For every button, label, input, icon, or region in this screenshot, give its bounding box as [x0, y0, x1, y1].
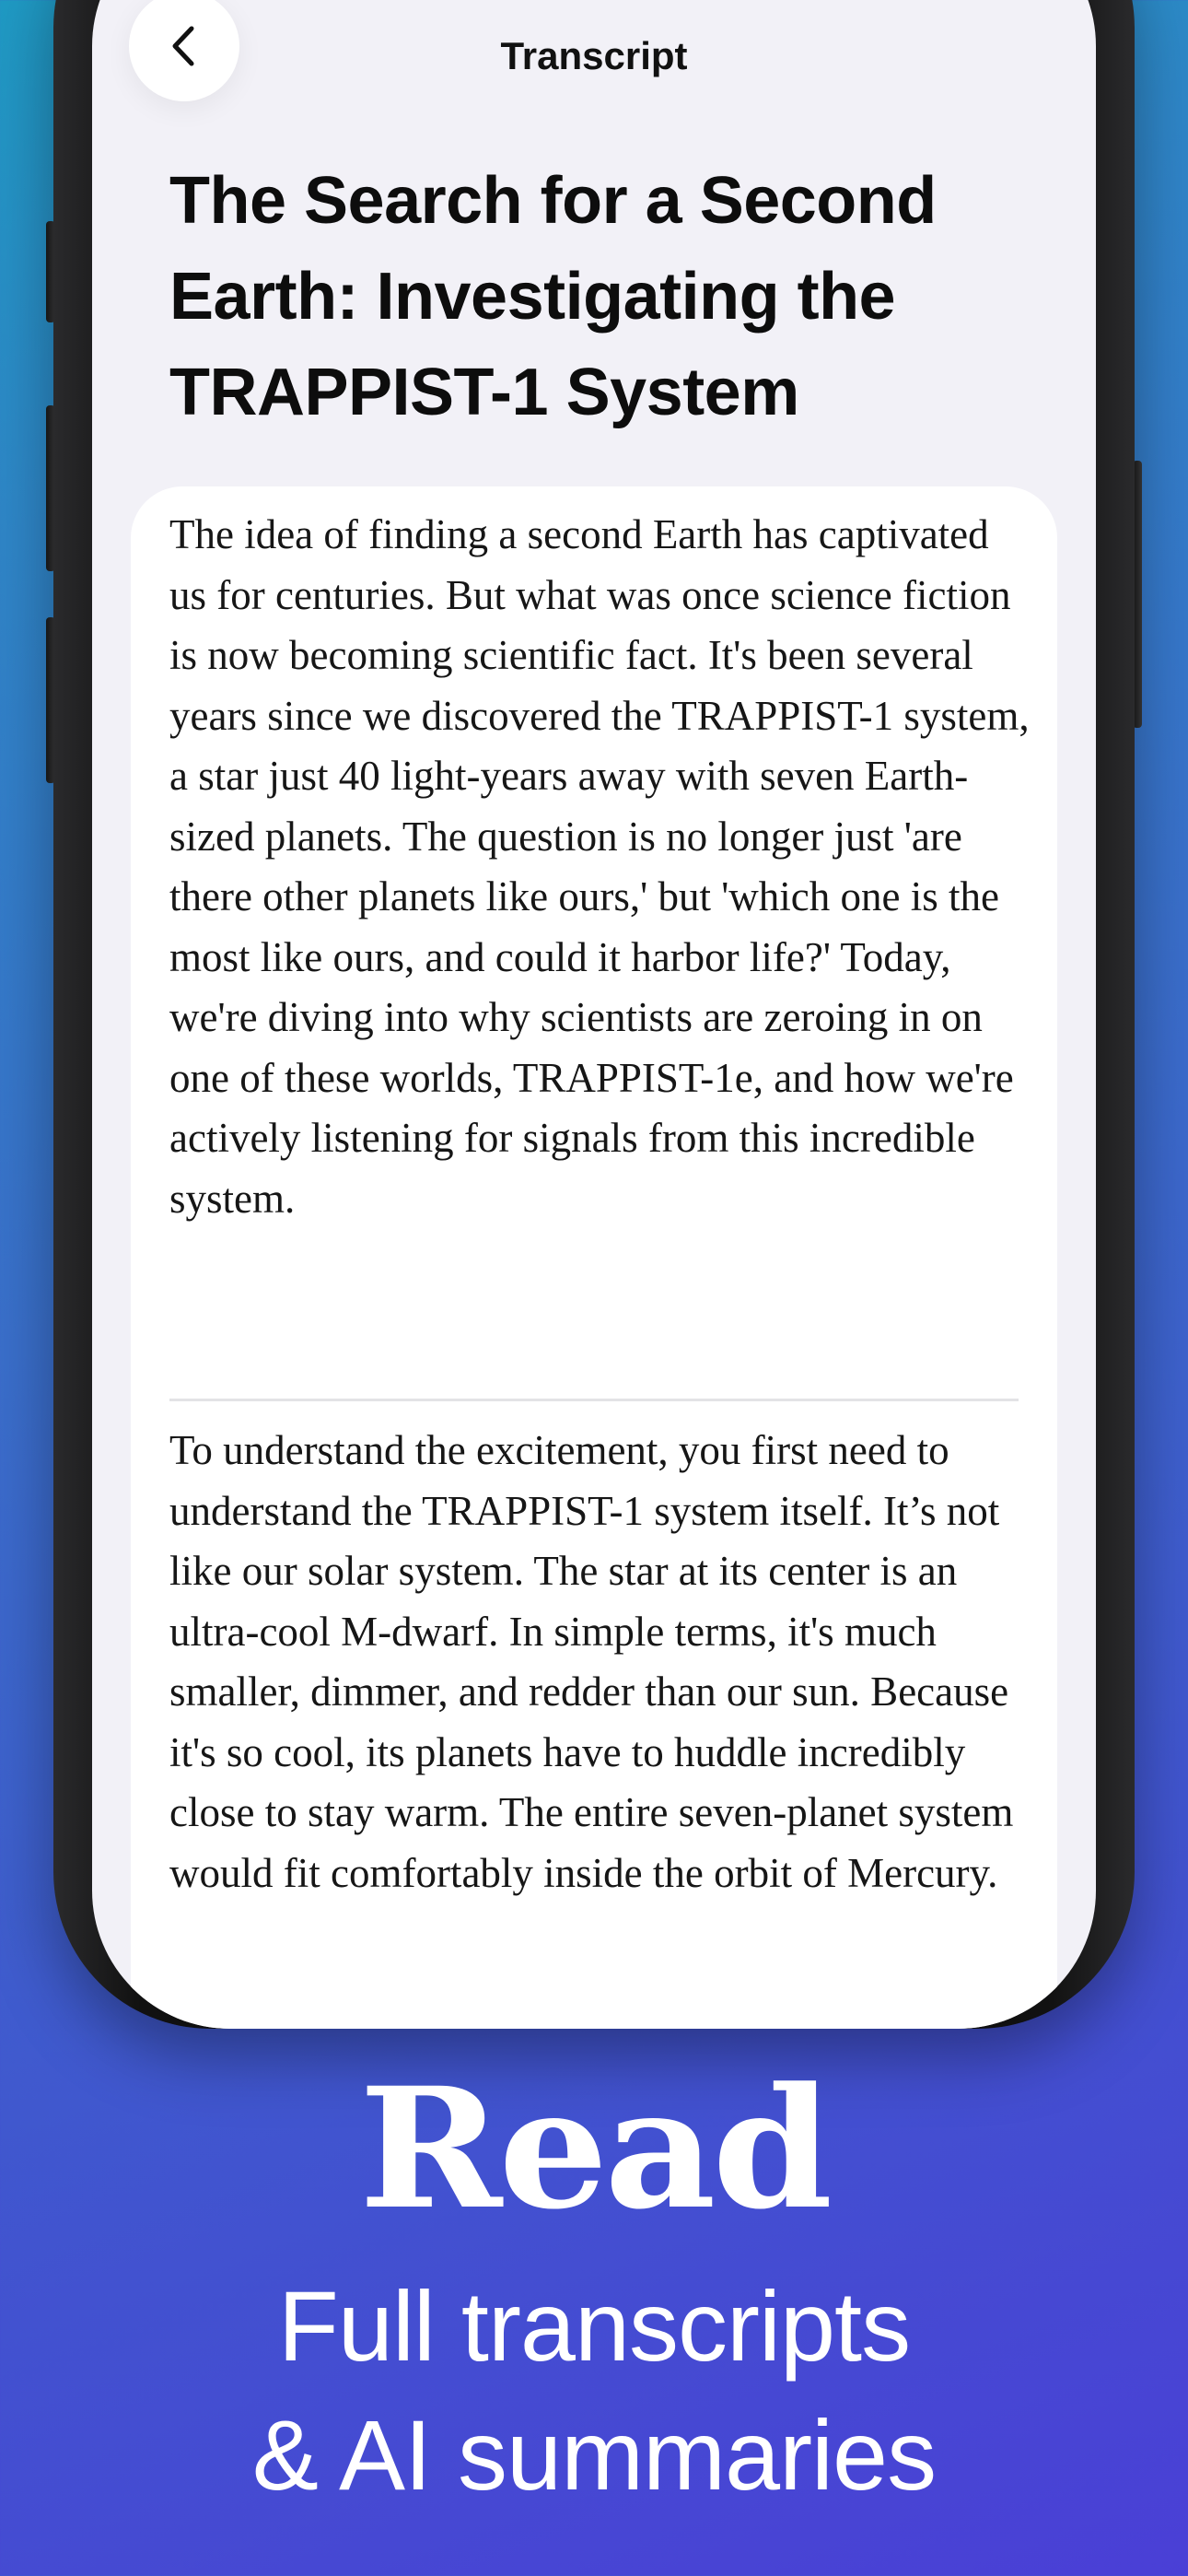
nav-title: Transcript — [500, 34, 688, 77]
article-title: The Search for a Second Earth: Investigating the TRAPPIST-1 System — [169, 164, 937, 429]
transcript-paragraph: The idea of finding a second Earth has captivated us for centuries. But what was once science fiction is now becoming scientific fact. It's been several years since we discovered the TRAPPIST-1 system, a star just 40 light-years away with seven Earth-sized planets. The question is no longer just 'are there other planets like ours,' but 'which one is the most like ours, and could it harbor life?' Today, we're diving into why scientists are zeroing in on one of these worlds, TRAPPIST-1e, and how we're actively listening for signals from this incredible system. — [169, 511, 1030, 1222]
transcript-card — [131, 486, 1057, 2029]
transcript-paragraph: To understand the excitement, you first need to understand the TRAPPIST-1 system itself. It’s not like our solar system. The star at its center is an ultra-cool M-dwarf. In simple terms, it's much smaller, dimmer, and redder than our sun. Because it's so cool, its planets have to huddle incredibly close to stay warm. The entire seven-planet system would fit comfortably inside the orbit of Mercury. — [169, 1427, 1014, 1896]
paragraph-divider — [169, 1399, 1019, 1401]
phone-screen — [92, 0, 1096, 2029]
marketing-subline: & AI summaries — [251, 2399, 937, 2511]
phone-frame — [53, 0, 1135, 2029]
marketing-subline: Full transcripts — [277, 2270, 911, 2382]
marketing-headline: Read — [358, 2052, 830, 2246]
